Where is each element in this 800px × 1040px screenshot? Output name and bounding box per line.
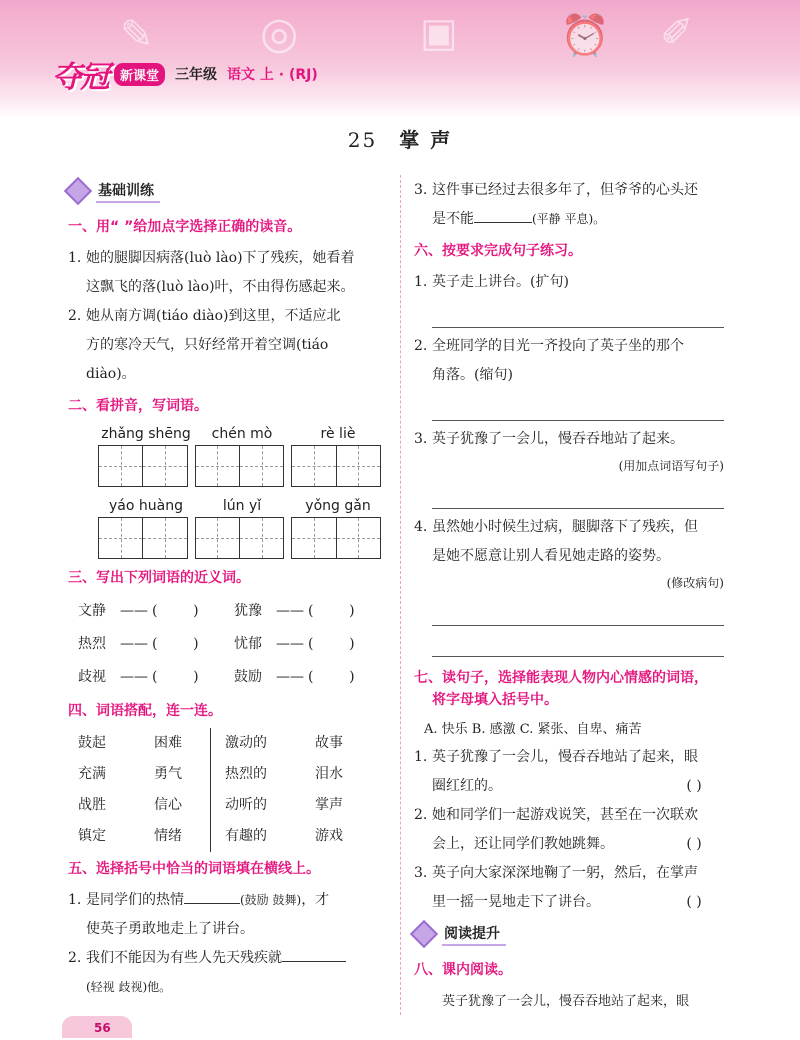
diamond-icon	[410, 920, 438, 948]
question-text: 全班同学的目光一齐投向了英子坐的那个	[432, 338, 684, 354]
writing-box[interactable]	[291, 517, 381, 559]
question-text: 英子犹豫了一会儿，慢吞吞地站了起来。	[432, 431, 684, 447]
match-word[interactable]: 泪水	[315, 766, 343, 782]
question-number: 1.	[68, 892, 82, 908]
match-word[interactable]: 鼓起	[78, 735, 106, 751]
answer-paren[interactable]: ( )	[152, 636, 199, 652]
question-text: 会上，还让同学们教她跳舞。	[432, 836, 614, 852]
page-header	[0, 0, 800, 118]
bag-doodle-icon: ▣	[420, 10, 458, 56]
question-text: ，才	[301, 892, 330, 908]
question-1-1	[68, 244, 388, 273]
choice-hint: (鼓励 鼓舞)	[240, 893, 302, 907]
clock-doodle-icon: ⏰	[560, 13, 610, 59]
writing-box-row-2	[98, 517, 388, 559]
brand-logo: 夺冠	[52, 60, 108, 95]
answer-blank[interactable]	[282, 947, 346, 962]
synonym-word: 犹豫	[234, 603, 262, 619]
synonym-word: 歧视	[78, 669, 106, 685]
match-word[interactable]: 热烈的	[225, 766, 267, 782]
choice-hint: (平静 平息)。	[532, 212, 606, 226]
question-text: 虽然她小时候生过病，腿脚落下了残疾，但	[432, 519, 698, 535]
question-1-1-line2: 这飘飞的落(luò lào)叶，不由得伤感起来。	[86, 279, 355, 295]
choice-options: A. 快乐 B. 感激 C. 紧张、自卑、痛苦	[424, 722, 642, 737]
question-1-2	[68, 302, 388, 331]
question-text: 她的腿脚因病落(luò lào)下了残疾，她看着	[86, 250, 355, 266]
question-note: (修改病句)	[666, 576, 724, 590]
question-6-1	[414, 268, 724, 297]
answer-paren[interactable]: ( )	[152, 669, 199, 685]
synonym-row: 歧视 —— ( ) 鼓励 —— ( )	[78, 661, 388, 694]
question-7-2	[414, 801, 724, 830]
diamond-icon	[64, 177, 92, 205]
question-6-3	[414, 425, 724, 454]
question-1-2-line2: 方的寒冷天气，只好经常开着空调(tiáo	[86, 337, 329, 353]
answer-paren[interactable]: ( )	[308, 603, 355, 619]
answer-blank[interactable]	[184, 889, 240, 904]
question-5-3-line2	[414, 205, 724, 234]
reading-label: 阅读提升	[442, 923, 506, 946]
synonym-row: 热烈 —— ( ) 忧郁 —— ( )	[78, 628, 388, 661]
match-word[interactable]: 镇定	[78, 828, 106, 844]
notebook-doodle-icon: ✎	[120, 12, 154, 58]
section-1-title: 一、用“ ”给加点字选择正确的读音。	[68, 219, 302, 235]
section-5-title: 五、选择括号中恰当的词语填在横线上。	[68, 861, 320, 877]
question-number: 1.	[414, 274, 428, 290]
question-7-1	[414, 743, 724, 772]
pinyin-row-2	[98, 495, 388, 517]
match-word[interactable]: 游戏	[315, 828, 343, 844]
match-word[interactable]: 信心	[154, 797, 182, 813]
section-3-title: 三、写出下列词语的近义词。	[68, 570, 250, 586]
match-word[interactable]: 充满	[78, 766, 106, 782]
match-word[interactable]: 战胜	[78, 797, 106, 813]
answer-line[interactable]	[432, 595, 724, 626]
answer-blank[interactable]	[474, 208, 532, 223]
match-row	[78, 728, 388, 759]
section-8-title: 八、课内阅读。	[414, 962, 512, 978]
answer-paren[interactable]: ( )	[686, 894, 702, 910]
section-4-title: 四、词语搭配，连一连。	[68, 703, 222, 719]
pinyin-label: yǒng gǎn	[305, 498, 371, 514]
basic-training-label: 基础训练	[96, 180, 160, 203]
question-6-2-line2: 角落。(缩句)	[432, 367, 513, 383]
answer-line[interactable]	[432, 390, 724, 421]
grade-label: 三年级	[175, 67, 218, 83]
question-number: 2.	[414, 807, 428, 823]
match-row	[78, 790, 388, 821]
pinyin-label: chén mò	[211, 426, 273, 442]
reading-passage: 英子犹豫了一会儿，慢吞吞地站了起来，眼	[442, 994, 690, 1009]
answer-paren[interactable]: ( )	[686, 836, 702, 852]
question-number: 4.	[414, 519, 428, 535]
answer-paren[interactable]: ( )	[308, 669, 355, 685]
question-number: 2.	[68, 308, 82, 324]
answer-line[interactable]	[432, 626, 724, 657]
question-text: 圈红红的。	[432, 778, 502, 794]
question-7-2-line2	[414, 830, 724, 859]
section-6-title: 六、按要求完成句子练习。	[414, 243, 582, 259]
match-row	[78, 821, 388, 852]
question-number: 2.	[68, 950, 82, 966]
match-row	[78, 759, 388, 790]
question-5-2-line2	[68, 973, 388, 1002]
right-column	[414, 176, 724, 1016]
pinyin-label: yáo huàng	[109, 498, 183, 514]
question-number: 3.	[414, 431, 428, 447]
page-number: 56	[62, 1016, 132, 1038]
question-number: 2.	[414, 338, 428, 354]
lesson-number: 25	[347, 128, 378, 152]
question-6-4	[414, 513, 724, 542]
column-divider	[400, 175, 401, 1015]
writing-box[interactable]	[98, 517, 188, 559]
question-text: 英子犹豫了一会儿，慢吞吞地站了起来，眼	[432, 749, 698, 765]
match-word[interactable]: 勇气	[154, 766, 182, 782]
question-text: 是不能	[432, 211, 474, 227]
question-5-3	[414, 176, 724, 205]
lesson-title	[0, 124, 800, 153]
writing-box[interactable]	[195, 445, 285, 487]
synonym-word: 鼓励	[234, 669, 262, 685]
question-6-2	[414, 332, 724, 361]
pinyin-label: rè liè	[320, 426, 356, 442]
question-7-3	[414, 859, 724, 888]
synonym-row: 文静 —— ( ) 犹豫 —— ( )	[78, 595, 388, 628]
question-text: 我们不能因为有些人先天残疾就	[86, 950, 282, 966]
synonym-word: 文静	[78, 603, 106, 619]
question-7-1-line2	[414, 772, 724, 801]
question-text: 是同学们的热情	[86, 892, 184, 908]
reading-banner	[414, 921, 506, 947]
match-word[interactable]: 故事	[315, 735, 343, 751]
answer-line[interactable]	[432, 297, 724, 328]
question-number: 1.	[414, 749, 428, 765]
brand-bar	[52, 52, 318, 96]
question-text: 英子走上讲台。(扩句)	[432, 274, 569, 290]
writing-box[interactable]	[98, 445, 188, 487]
answer-paren[interactable]: ( )	[686, 778, 702, 794]
pinyin-label: lún yǐ	[222, 498, 262, 514]
book-doodle-icon: ✐	[660, 10, 694, 56]
question-6-4-line2: 是她不愿意让别人看见她走路的姿势。	[432, 548, 670, 564]
section-2-title: 二、看拼音，写词语。	[68, 398, 208, 414]
question-text: 她和同学们一起游戏说笑，甚至在一次联欢	[432, 807, 698, 823]
match-word[interactable]: 情绪	[154, 828, 182, 844]
section-7-title	[414, 667, 724, 711]
writing-box[interactable]	[291, 445, 381, 487]
question-5-1-line2: 使英子勇敢地走上了讲台。	[86, 921, 254, 937]
question-text: 这件事已经过去很多年了，但爷爷的心头还	[432, 182, 698, 198]
question-text: 英子向大家深深地鞠了一躬，然后，在掌声	[432, 865, 698, 881]
pinyin-row-1	[98, 423, 388, 445]
question-number: 3.	[414, 182, 428, 198]
subject-label: 语文 上 · (RJ)	[227, 67, 318, 83]
question-5-1	[68, 886, 388, 915]
question-text: 里一摇一晃地走下了讲台。	[432, 894, 600, 910]
match-word[interactable]: 动听的	[225, 797, 267, 813]
question-number: 1.	[68, 250, 82, 266]
answer-paren[interactable]: ( )	[152, 603, 199, 619]
match-word[interactable]: 激动的	[225, 735, 267, 751]
match-word[interactable]: 困难	[154, 735, 182, 751]
choice-hint: (轻视 歧视)他。	[86, 980, 172, 994]
section-7-title-line2: 将字母填入括号中。	[432, 692, 558, 708]
question-note: (用加点词语写句子)	[618, 459, 724, 473]
question-7-3-line2	[414, 888, 724, 917]
left-column	[68, 176, 388, 1002]
question-text: 她从南方调(tiáo diào)到这里，不适应北	[86, 308, 341, 324]
answer-line[interactable]	[432, 478, 724, 509]
match-word[interactable]: 掌声	[315, 797, 343, 813]
synonym-word: 热烈	[78, 636, 106, 652]
synonym-word: 忧郁	[234, 636, 262, 652]
question-5-2	[68, 944, 388, 973]
pinyin-label: zhǎng shēng	[101, 426, 191, 442]
section-7-title-line1: 七、读句子，选择能表现人物内心情感的词语，	[414, 670, 708, 686]
series-badge: 新课堂	[114, 63, 165, 86]
question-number: 3.	[414, 865, 428, 881]
match-word[interactable]: 有趣的	[225, 828, 267, 844]
answer-paren[interactable]: ( )	[308, 636, 355, 652]
lesson-name: 掌 声	[399, 128, 453, 152]
writing-box[interactable]	[195, 517, 285, 559]
basic-training-banner	[68, 178, 160, 204]
globe-doodle-icon: ◎	[260, 8, 299, 59]
question-1-2-line3: diào)。	[86, 366, 136, 382]
writing-box-row-1	[98, 445, 388, 487]
